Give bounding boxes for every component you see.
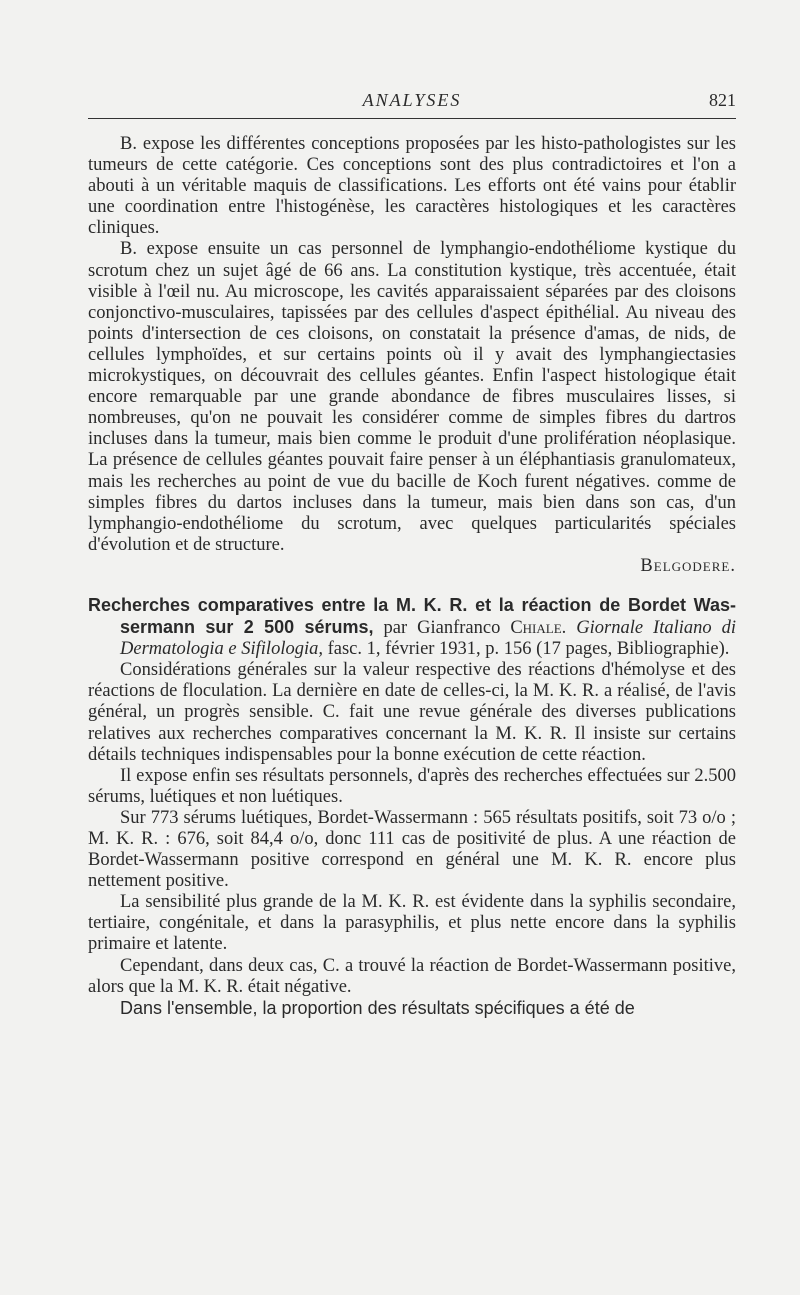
article-author: Chiale. [510,618,567,639]
paragraph-continued: Dans l'ensemble, la proportion des résultats spécifiques a été de [120,997,635,1018]
paragraph: B. expose les différentes conceptions proposées par les histo-pathologistes sur les tumeurs de cette catégorie. Ces conceptions sont des plus contradictoires et l'on a abouti à un véritable maquis de classifications. Les efforts ont été vains pour établir une coordination entre l'histogénèse, les caractères histologiques et les caractères cliniques. [88,134,736,239]
page-header [88,88,736,122]
paragraph: Cependant, dans deux cas, C. a trouvé la réaction de Bordet-Wassermann positive, alors que la M. K. R. était négative. [88,955,736,997]
paragraph: La sensibilité plus grande de la M. K. R. est évidente dans la syphilis secondaire, tertiaire, congénitale, et dans la parasyphilis, et plus nette encore dans la syphilis primaire et latente. [88,892,736,955]
article-by: par Gianfranco [373,618,511,639]
running-title: ANALYSES [362,90,462,110]
article-title: Recherches comparatives entre la M. K. R. et la réaction de Bordet Wassermann sur 2 500 sérums, [88,594,736,638]
journal-name: Giornale Italiano di Dermatologia e Sifilologia, [120,618,736,660]
paragraph: Considérations générales sur la valeur respective des réactions d'hémolyse et des réactions de floculation. La dernière en date de celles-ci, la M. K. R. a réalisé, de l'avis général, un progrès sensible. C. fait une revue générale des diverses publications relatives aux recherches comparatives concernant la M. K. R. Il insiste sur certains détails techniques indispensables pour la bonne exécution de cette réaction. [88,660,736,765]
page-number: 821 [709,90,736,110]
page-body [88,134,736,1019]
citation: fasc. 1, février 1931, p. 156 (17 pages, Bibliographie). [322,639,730,660]
paragraph: Sur 773 sérums luétiques, Bordet-Wassermann : 565 résultats positifs, soit 73 o/o ; M. K. R. : 676, soit 84,4 o/o, donc 111 cas de positivité de plus. A une réaction de Bordet-Wassermann positive correspond en général une M. K. R. encore plus nettement positive. [88,807,736,892]
paragraph: Il expose enfin ses résultats personnels, d'après des recherches effectuées sur 2.500 sérums, luétiques et non luétiques. [88,765,736,807]
header-rule [88,118,736,119]
article-heading [88,595,736,660]
paragraph: B. expose ensuite un cas personnel de lymphangio-endothéliome kystique du scrotum chez un sujet âgé de 66 ans. La constitution kystique, très accentuée, était visible à l'œil nu. Au microscope, les cavités apparaissaient séparées par des cloisons conjonctivo-musculaires, tapissées par des cellules d'aspect épithélial. Au niveau des points d'intersection de ces cloisons, on constatait la présence d'amas, de nids, de cellules lymphoïdes, et sur certains points où il y avait des lymphangiectasies microkystiques, on découvrait des cellules géantes. Enfin l'aspect histologique était encore remarquable par une grande abondance de fibres musculaires lisses, si nombreuses, qu'on ne pouvait les considérer comme de simples fibres du dartros incluses dans la tumeur, mais bien comme le produit d'une prolifération néoplasique. La présence de cellules géantes pouvait faire penser à un éléphantiasis granulomateux, mais les recherches au point de vue du bacille de Koch furent négatives. comme de simples fibres du dartos incluses dans la tumeur, mais bien dans son cas, d'un lymphangio-endothéliome du scrotum, avec quelques particularités spéciales d'évolution et de structure. [88,239,736,555]
author-signature: Belgodere. [640,555,736,576]
